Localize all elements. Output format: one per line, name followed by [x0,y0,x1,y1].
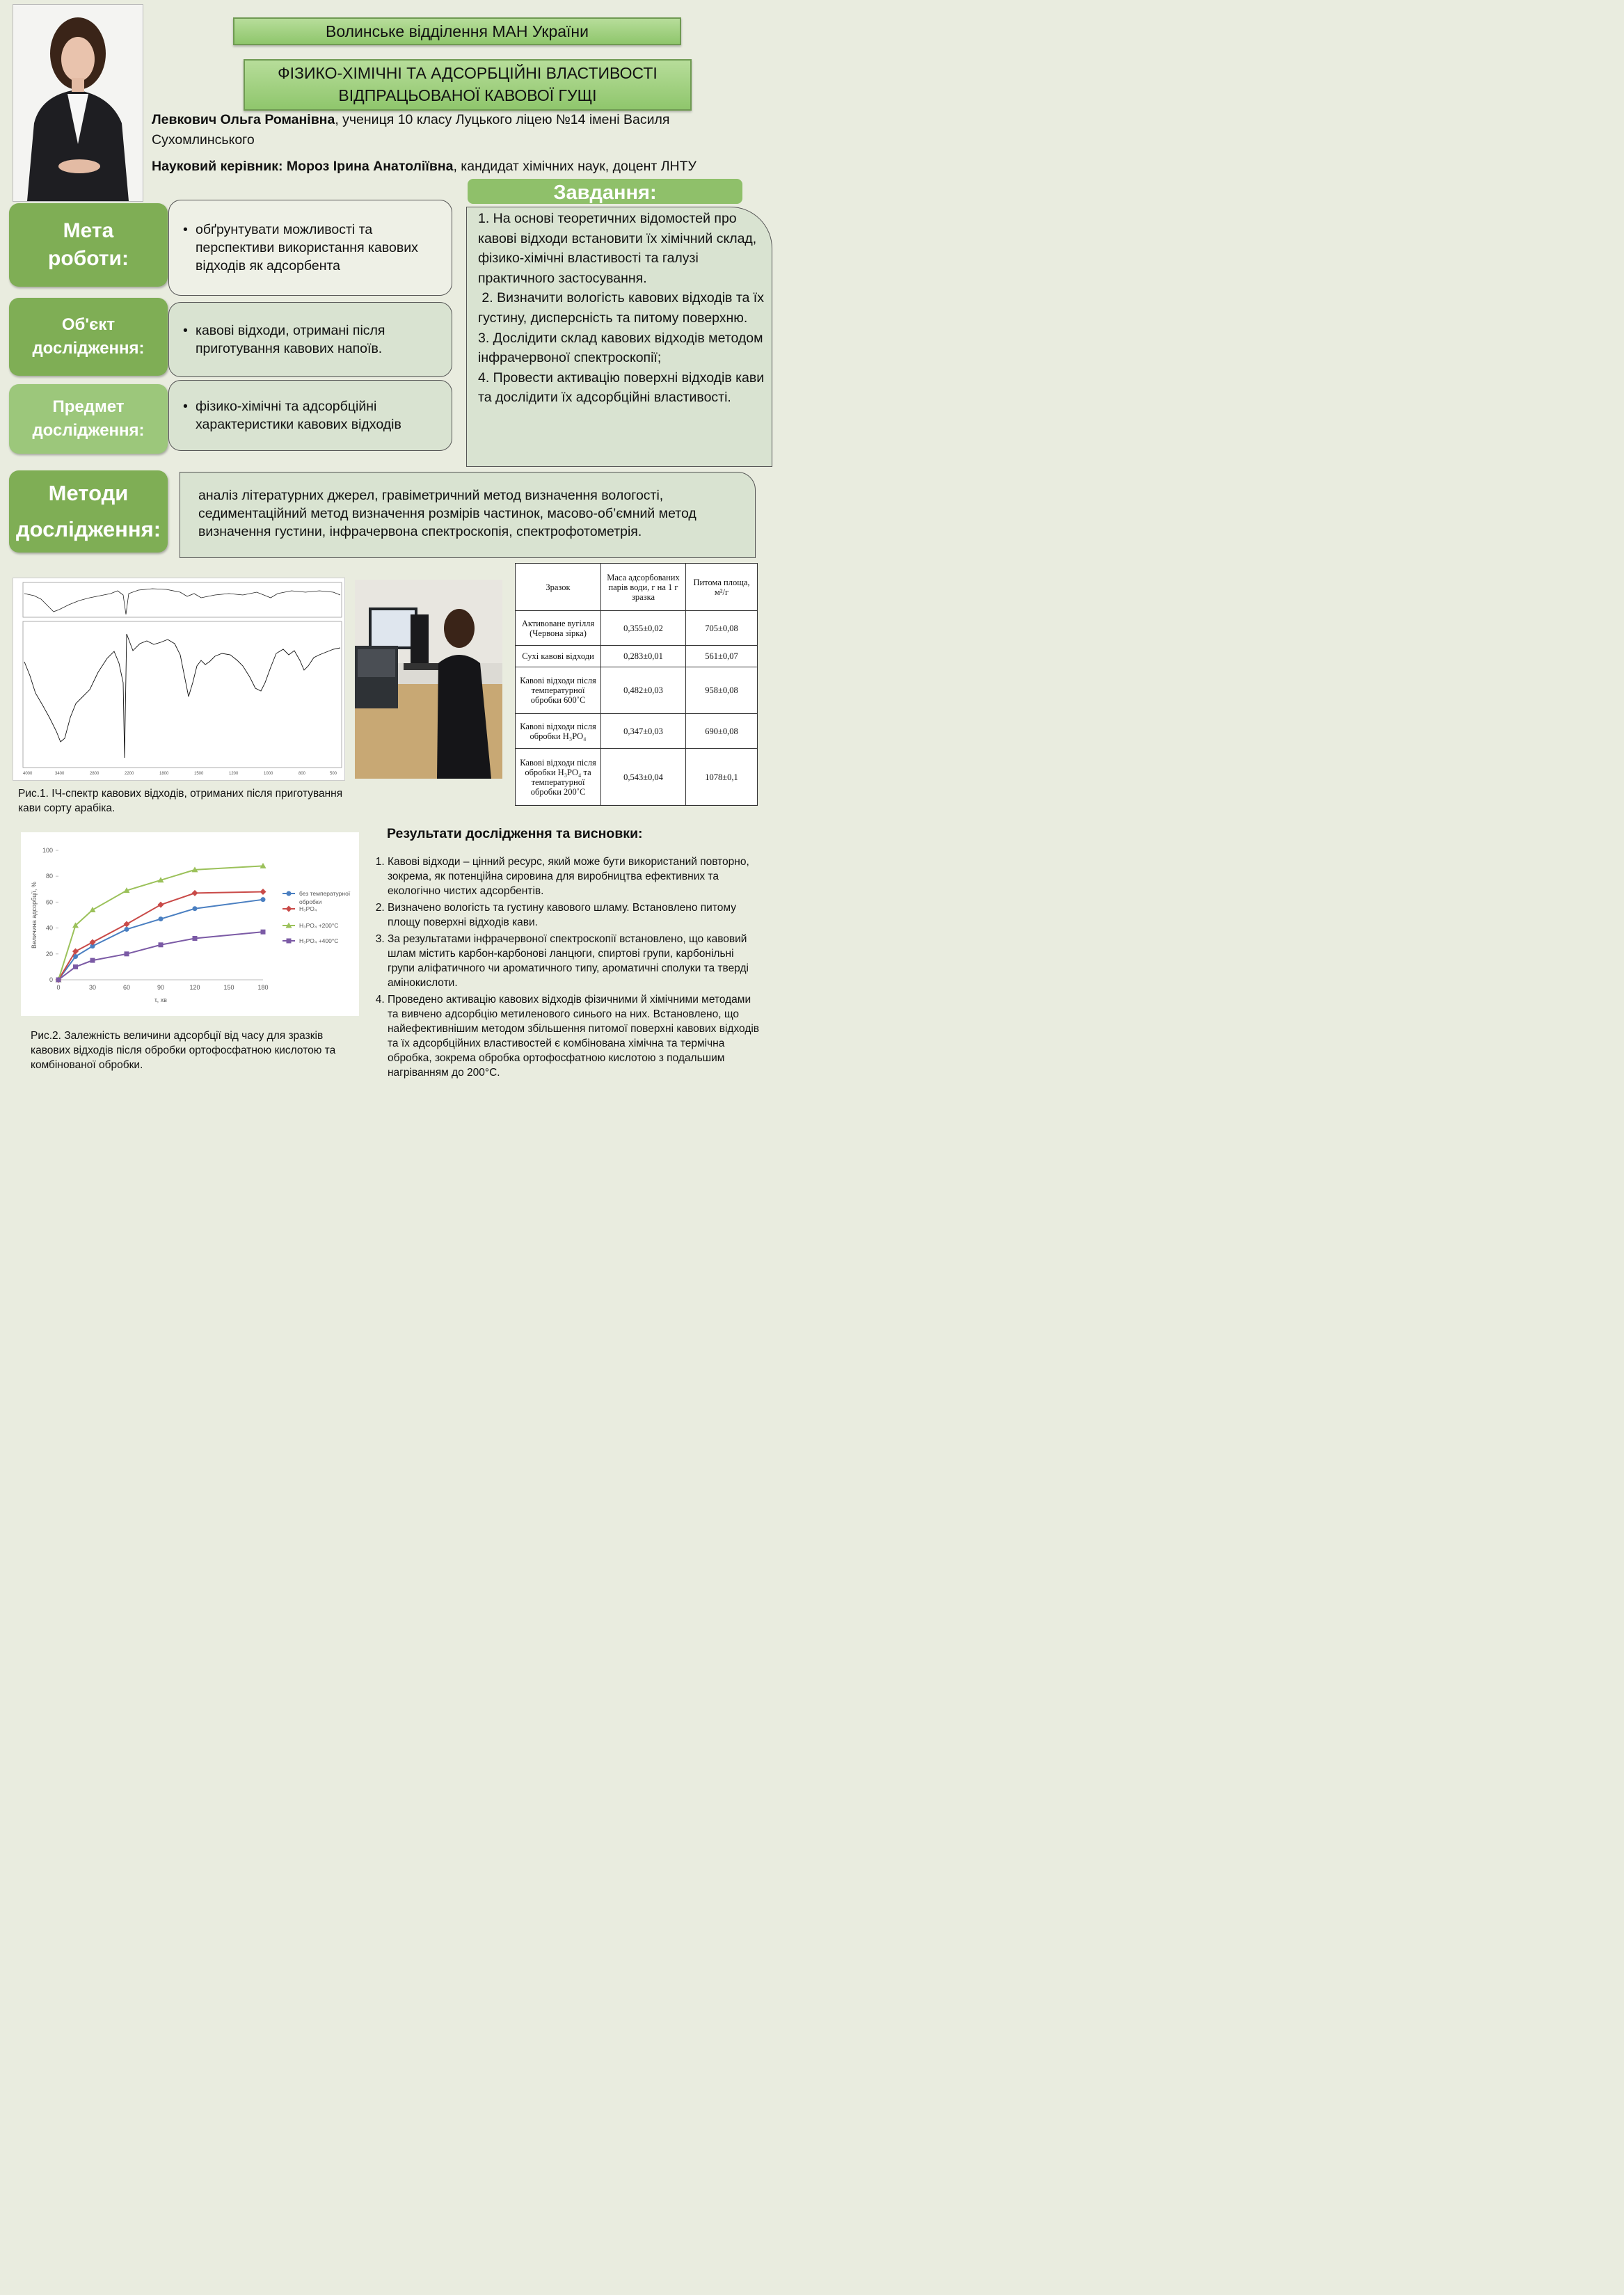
goal-label-line-2: роботи: [48,247,129,270]
methods-text: аналіз літературних джерел, гравіметричний метод визначення вологості, седиментаційний метод визначення розмірів частинок, масово-об’ємний метод визначення густини, інфрачервона спектроскопія, спектрофотометрія. [198,488,696,539]
subject-text: • фізико-хімічні та адсорбційні характеристики кавових відходів [169,397,452,434]
x-tick-label: 0 [56,984,61,991]
table-cell: 0,355±0,02 [601,611,686,646]
series-line [58,866,263,980]
table-cell: 0,482±0,03 [601,667,686,714]
subject-label-line-2: дослідження: [32,421,145,440]
data-point [159,942,164,947]
table-cell: 958±0,08 [686,667,758,714]
y-tick-label: 80 [45,873,53,880]
series-line [58,932,263,980]
svg-text:1200: 1200 [229,772,239,776]
table-cell: 690±0,08 [686,714,758,749]
y-tick-label: 60 [45,898,53,906]
table-header: Зразок [516,564,601,611]
table-cell: Кавові відходи після обробки H₃PO₄ та температурної обробки 200˚С [516,749,601,806]
results-title: Результати дослідження та висновки: [387,826,643,841]
author-photo [13,4,143,202]
legend-label: без температурної [299,890,351,897]
title-banner [244,59,692,111]
task-item-1: 1. На основі теоретичних відомостей про кавові відходи встановити їх хімічний склад, фізико-хімічні властивості та галузі практичного застосування. [478,211,757,286]
data-point [287,939,292,944]
table-cell: Кавові відходи після обробки H₃PO₄ [516,714,601,749]
methods-label [9,470,168,553]
data-point [73,964,78,969]
svg-text:1000: 1000 [264,772,273,776]
organization-name: Волинське відділення МАН України [326,22,589,40]
legend-label: H₃PO₄ +200°C [299,922,339,929]
data-point [286,906,292,912]
object-label [9,298,168,376]
figure-2-caption: Рис.2. Залежність величини адсорбції від часу для зразків кавових відходів після обробки ортофосфатною кислотою та комбінованої обробки. [31,1030,336,1071]
goal-label-line-1: Мета [63,219,114,242]
svg-text:4000: 4000 [23,772,33,776]
author-name: Левкович Ольга Романівна [152,112,335,127]
task-item-2: 2. Визначити вологість кавових відходів та їх густину, дисперсність та питому поверхню. [478,290,768,326]
object-text: • кавові відходи, отримані після приготування кавових напоїв. [169,321,452,358]
svg-text:3400: 3400 [55,772,65,776]
svg-text:2800: 2800 [90,772,99,776]
result-item: 4. Проведено активацію кавових відходів фізичними й хімічними методами та вивчено адсорбцію метиленового синього на них. Встановлено, що найефективнішим методом збільшення питомої поверхні кавових відходів та їх адсорбційних властивостей є комбінована хімічна та термічна обробка, зокрема обробка ортофосфатною кислотою з подальшим нагріванням до 200°С. [388,992,763,1080]
y-tick-label: 20 [45,950,53,958]
table-cell: Активоване вугілля (Червона зірка) [516,611,601,646]
author-details: , учениця 10 класу Луцького ліцею №14 імені Василя Сухомлинського [152,112,670,148]
table-row [516,714,758,749]
svg-text:1500: 1500 [194,772,204,776]
table-row [516,749,758,806]
table-header: Питома площа, м²/г [686,564,758,611]
goal-box [168,200,452,296]
table-cell: Сухі кавові відходи [516,646,601,667]
data-point [90,958,95,963]
x-tick-label: 120 [189,984,200,991]
figure-1-caption: Рис.1. ІЧ-спектр кавових відходів, отриманих після приготування кави сорту арабіка. [18,788,343,814]
results-table [515,563,758,806]
organization-banner [233,17,681,45]
data-point [159,916,164,921]
table-header: Маса адсорбованих парів води, г на 1 г зразка [601,564,686,611]
svg-text:800: 800 [298,772,306,776]
result-item: 3. За результатами інфрачервоної спектроскопії встановлено, що кавовий шлам містить карбон-карбонові ланцюги, спиртові групи, карбонільні групи аліфатичного чи ароматичного типу, ароматичні сполуки та тверді амінокислоти. [388,932,763,990]
result-item: 2. Визначено вологість та густину кавового шламу. Встановлено питому площу поверхні відходів кави. [388,900,763,930]
series-line [58,900,263,980]
object-box [168,302,452,377]
supervisor-info [152,157,764,176]
results-table-container [515,563,758,806]
ir-spectrum-chart [13,578,344,780]
svg-text:500: 500 [330,772,337,776]
results-list [362,855,763,1082]
adsorption-chart [21,832,359,1016]
goal-text: • обґрунтувати можливості та перспективи використання кавових відходів як адсорбента [169,221,452,275]
y-tick-label: 0 [49,976,53,983]
data-point [56,978,61,983]
title-line-2: ВІДПРАЦЬОВАНОЇ КАВОВОЇ ГУЩІ [338,86,597,104]
table-cell: 1078±0,1 [686,749,758,806]
tasks-box [466,207,772,467]
x-tick-label: 180 [257,984,269,991]
table-cell: 0,347±0,03 [601,714,686,749]
subject-label [9,384,168,454]
data-point [260,889,266,895]
lab-photo [355,580,502,779]
data-point [261,897,266,902]
table-row [516,646,758,667]
table-cell: 705±0,08 [686,611,758,646]
y-axis-label: Величина адсорбції, % [31,882,38,948]
data-point [192,890,198,896]
table-cell: 0,543±0,04 [601,749,686,806]
tasks-title: Завдання: [553,182,657,204]
data-point [193,936,198,941]
x-axis-label: τ, хв [154,996,167,1003]
table-row [516,667,758,714]
x-tick-label: 60 [122,984,131,991]
supervisor-details: , кандидат хімічних наук, доцент ЛНТУ [453,159,696,174]
data-point [90,907,96,912]
x-tick-label: 30 [88,984,97,991]
supervisor-name: Науковий керівник: Мороз Ірина Анатоліївна [152,159,454,174]
table-cell: Кавові відходи після температурної обробки 600˚С [516,667,601,714]
result-item: 1. Кавові відходи – цінний ресурс, який може бути використаний повторно, зокрема, як потенційна сировина для виробництва ефективних та екологічно чистих адсорбентів. [388,855,763,898]
legend-label: H₃PO₄ [299,905,317,912]
data-point [125,927,129,932]
data-point [261,930,266,935]
title-line-1: ФІЗИКО-ХІМІЧНІ ТА АДСОРБЦІЙНІ ВЛАСТИВОСТІ [278,64,658,82]
subject-box [168,380,452,451]
y-tick-label: 40 [45,924,53,932]
svg-text:2200: 2200 [125,772,134,776]
task-item-3: 3. Дослідити склад кавових відходів методом інфрачервоної спектроскопії; [478,330,763,366]
table-cell: 561±0,07 [686,646,758,667]
subject-label-line-1: Предмет [52,397,125,416]
x-tick-label: 150 [223,984,234,991]
methods-label-line-2: дослідження: [15,517,161,541]
y-tick-label: 100 [42,847,53,854]
methods-box [180,472,756,558]
goal-label [9,203,168,287]
task-item-4: 4. Провести активацію поверхні відходів кави та дослідити їх адсорбційні властивості. [478,370,765,406]
tasks-title-bar [468,179,742,204]
svg-text:1800: 1800 [159,772,169,776]
ir-spectrum-figure [13,578,345,781]
table-row [516,611,758,646]
data-point [287,891,292,896]
data-point [193,906,198,911]
data-point [72,948,79,955]
legend-label: H₃PO₄ +400°C [299,937,339,944]
object-label-line-2: дослідження: [32,339,145,358]
data-point [158,902,164,908]
object-label-line-1: Об'єкт [61,315,116,334]
adsorption-chart-panel [21,832,359,1016]
data-point [124,921,130,928]
x-tick-label: 90 [157,984,165,991]
legend-label: обробки [299,898,322,905]
data-point [125,951,129,956]
author-info [152,110,764,150]
table-cell: 0,283±0,01 [601,646,686,667]
methods-label-line-1: Методи [48,481,129,505]
